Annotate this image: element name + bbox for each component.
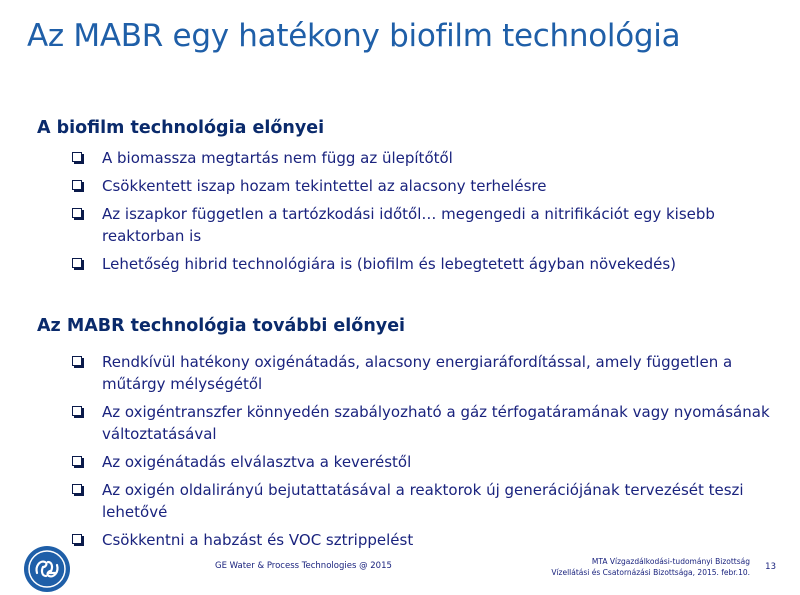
list-item bbox=[70, 175, 770, 197]
footer-event-line-1: MTA Vízgazdálkodási-tudományi Bizottság bbox=[591, 557, 750, 566]
list-item-text: A biomassza megtartás nem függ az ülepítőtől bbox=[102, 149, 453, 167]
list-item-text: Csökkentett iszap hozam tekintettel az alacsony terhelésre bbox=[102, 177, 547, 195]
footer-event-line-2: Vízellátási és Csatornázási Bizottsága, 2015. febr.10. bbox=[551, 568, 750, 577]
section-heading-mabr: Az MABR technológia további előnyei bbox=[37, 316, 406, 336]
list-item-text: Az oxigén oldalirányú bejutattatásával a reaktorok új generációjának tervezését teszi lehetővé bbox=[102, 481, 744, 521]
checkbox-bullet-icon bbox=[72, 258, 82, 268]
checkbox-bullet-icon bbox=[72, 180, 82, 190]
biofilm-advantages-list bbox=[70, 147, 770, 281]
page-number: 13 bbox=[765, 562, 776, 572]
list-item bbox=[70, 451, 770, 473]
slide-title: Az MABR egy hatékony biofilm technológia bbox=[27, 18, 681, 54]
list-item-text: Az oxigéntranszfer könnyedén szabályozható a gáz térfogatáramának vagy nyomásának változtatásával bbox=[102, 403, 770, 443]
checkbox-bullet-icon bbox=[72, 356, 82, 366]
list-item-text: Csökkentni a habzást és VOC sztrippelést bbox=[102, 531, 414, 549]
list-item-text: Lehetőség hibrid technológiára is (biofilm és lebegtetett ágyban növekedés) bbox=[102, 255, 677, 273]
footer-company: GE Water & Process Technologies @ 2015 bbox=[215, 561, 392, 571]
list-item-text: Az oxigénátadás elválasztva a keveréstől bbox=[102, 453, 412, 471]
checkbox-bullet-icon bbox=[72, 534, 82, 544]
ge-monogram-icon bbox=[24, 546, 70, 592]
checkbox-bullet-icon bbox=[72, 208, 82, 218]
checkbox-bullet-icon bbox=[72, 484, 82, 494]
footer-event bbox=[551, 556, 750, 578]
checkbox-bullet-icon bbox=[72, 152, 82, 162]
ge-logo-graphic bbox=[24, 546, 70, 592]
list-item bbox=[70, 351, 770, 395]
list-item bbox=[70, 147, 770, 169]
checkbox-bullet-icon bbox=[72, 456, 82, 466]
list-item-text: Az iszapkor független a tartózkodási időtől… megengedi a nitrifikációt egy kisebb reaktorban is bbox=[102, 205, 715, 245]
list-item bbox=[70, 529, 770, 551]
checkbox-bullet-icon bbox=[72, 406, 82, 416]
list-item bbox=[70, 479, 770, 523]
mabr-advantages-list bbox=[70, 351, 770, 557]
list-item bbox=[70, 401, 770, 445]
list-item-text: Rendkívül hatékony oxigénátadás, alacsony energiaráfordítással, amely független a műtárgy mélységétől bbox=[102, 353, 733, 393]
section-heading-biofilm: A biofilm technológia előnyei bbox=[37, 118, 325, 138]
list-item bbox=[70, 253, 770, 275]
list-item bbox=[70, 203, 770, 247]
